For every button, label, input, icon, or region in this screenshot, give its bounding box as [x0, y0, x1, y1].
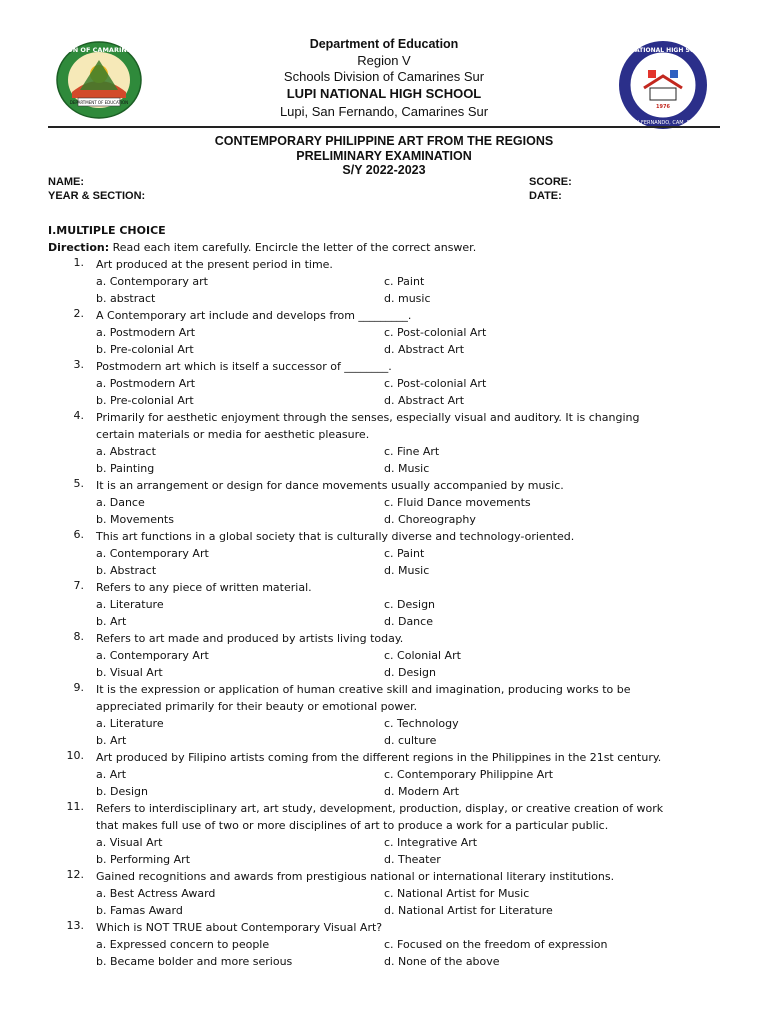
choice-a[interactable]: a. Postmodern Art — [96, 377, 196, 390]
directions — [48, 239, 728, 256]
question-number: 12. — [66, 868, 84, 881]
question-stem — [96, 477, 728, 494]
question-number: 3. — [73, 358, 84, 371]
choice-d[interactable]: d. Modern Art — [384, 785, 460, 798]
choice-b[interactable]: b. Abstract — [96, 564, 157, 577]
name-label: NAME: — [48, 176, 85, 188]
school-seal-logo — [612, 40, 714, 130]
question-text-line: Art produced at the present period in time. — [96, 258, 333, 271]
choice-row — [48, 324, 728, 341]
question-text-line: Gained recognitions and awards from prestigious national or international literary institutions. — [96, 870, 615, 883]
school-name: LUPI NATIONAL HIGH SCHOOL — [286, 86, 482, 101]
choice-a[interactable]: a. Contemporary Art — [96, 547, 209, 560]
right-logo-bottom-text: SAN FERNANDO, CAM. SUR — [628, 120, 698, 126]
question-stem — [96, 256, 728, 273]
choice-d[interactable]: d. Choreography — [384, 513, 476, 526]
left-logo-ribbon-text: DEPARTMENT OF EDUCATION — [69, 100, 129, 105]
choice-c[interactable]: c. Contemporary Philippine Art — [384, 768, 554, 781]
question-text-line: It is an arrangement or design for dance movements usually accompanied by music. — [96, 479, 564, 492]
choice-b[interactable]: b. Pre-colonial Art — [96, 394, 194, 407]
choice-a[interactable]: a. Postmodern Art — [96, 326, 196, 339]
choice-row — [48, 783, 728, 800]
school-heading — [220, 36, 548, 121]
question-list — [48, 256, 728, 970]
question-item — [48, 256, 728, 307]
question-stem — [96, 868, 728, 885]
choice-a[interactable]: a. Art — [96, 768, 127, 781]
question-number: 1. — [73, 256, 84, 269]
choice-row — [48, 562, 728, 579]
exam-type: PRELIMINARY EXAMINATION — [296, 148, 472, 163]
question-number: 10. — [66, 749, 84, 762]
question-item — [48, 868, 728, 919]
choice-b[interactable]: b. Art — [96, 734, 127, 747]
question-item — [48, 409, 728, 477]
choice-c[interactable]: c. Post-colonial Art — [384, 326, 487, 339]
choice-c[interactable]: c. Technology — [384, 717, 459, 730]
choice-c[interactable]: c. Integrative Art — [384, 836, 478, 849]
choice-b[interactable]: b. Visual Art — [96, 666, 163, 679]
question-stem — [96, 409, 728, 443]
choice-row — [48, 953, 728, 970]
choice-d[interactable]: d. Music — [384, 462, 430, 475]
choice-d[interactable]: d. music — [384, 292, 431, 305]
choice-row — [48, 834, 728, 851]
date-label: DATE: — [529, 190, 562, 202]
choice-b[interactable]: b. Became bolder and more serious — [96, 955, 293, 968]
question-text-line: This art functions in a global society that is culturally diverse and technology-oriented. — [96, 530, 575, 543]
exam-body — [48, 222, 728, 970]
question-text-line: appreciated primarily for their beauty or emotional power. — [96, 700, 418, 713]
choice-c[interactable]: c. Design — [384, 598, 436, 611]
year-section-label: YEAR & SECTION: — [48, 190, 146, 202]
choice-c[interactable]: c. Post-colonial Art — [384, 377, 487, 390]
choice-c[interactable]: c. Paint — [384, 275, 425, 288]
choice-row — [48, 902, 728, 919]
right-logo-year: 1976 — [656, 104, 670, 110]
choice-c[interactable]: c. National Artist for Music — [384, 887, 530, 900]
question-item — [48, 307, 728, 358]
school-address: Lupi, San Fernando, Camarines Sur — [279, 104, 489, 119]
choice-a[interactable]: a. Contemporary Art — [96, 649, 209, 662]
choice-row — [48, 766, 728, 783]
department-name: Department of Education — [309, 37, 459, 51]
choice-row — [48, 732, 728, 749]
choice-b[interactable]: b. Art — [96, 615, 127, 628]
question-item — [48, 749, 728, 800]
document-header — [0, 0, 768, 130]
question-text-line: Refers to art made and produced by artists living today. — [96, 632, 404, 645]
region-name: Region V — [357, 53, 411, 68]
choice-c[interactable]: c. Colonial Art — [384, 649, 461, 662]
question-number: 13. — [66, 919, 84, 932]
question-stem — [96, 630, 728, 647]
choice-d[interactable]: d. culture — [384, 734, 437, 747]
choice-row — [48, 596, 728, 613]
choice-d[interactable]: d. Abstract Art — [384, 343, 465, 356]
choice-row — [48, 443, 728, 460]
choice-row — [48, 392, 728, 409]
student-info — [48, 176, 720, 204]
choice-row — [48, 290, 728, 307]
question-number: 9. — [73, 681, 84, 694]
choice-d[interactable]: d. Abstract Art — [384, 394, 465, 407]
choice-row — [48, 613, 728, 630]
choice-a[interactable]: a. Dance — [96, 496, 145, 509]
choice-a[interactable]: a. Visual Art — [96, 836, 163, 849]
section-heading: I.MULTIPLE CHOICE — [48, 224, 166, 237]
choice-d[interactable]: d. Theater — [384, 853, 441, 866]
direction-label: Direction: — [48, 241, 110, 254]
question-stem — [96, 681, 728, 715]
choice-c[interactable]: c. Focused on the freedom of expression — [384, 938, 608, 951]
question-number: 11. — [66, 800, 84, 813]
choice-b[interactable]: b. Pre-colonial Art — [96, 343, 194, 356]
choice-d[interactable]: d. Design — [384, 666, 436, 679]
header-divider — [48, 126, 720, 128]
question-stem — [96, 528, 728, 545]
question-text-line: It is the expression or application of human creative skill and imagination, producing works to be — [96, 683, 631, 696]
choice-b[interactable]: b. abstract — [96, 292, 156, 305]
question-text-line: Refers to any piece of written material. — [96, 581, 312, 594]
right-logo-ring-text: LUPI NATIONAL HIGH SCHOOL — [612, 47, 714, 54]
question-stem — [96, 919, 728, 936]
question-number: 6. — [73, 528, 84, 541]
question-item — [48, 630, 728, 681]
question-text-line: A Contemporary art include and develops from _________. — [96, 309, 412, 322]
direction-text: Read each item carefully. Encircle the letter of the correct answer. — [109, 241, 477, 254]
question-item — [48, 358, 728, 409]
question-text-line: Which is NOT TRUE about Contemporary Visual Art? — [96, 921, 383, 934]
choice-b[interactable]: b. Painting — [96, 462, 155, 475]
choice-row — [48, 273, 728, 290]
question-stem — [96, 358, 728, 375]
question-number: 4. — [73, 409, 84, 422]
question-number: 2. — [73, 307, 84, 320]
choice-row — [48, 511, 728, 528]
choice-d[interactable]: d. National Artist for Literature — [384, 904, 553, 917]
choice-c[interactable]: c. Fluid Dance movements — [384, 496, 531, 509]
choice-d[interactable]: d. Dance — [384, 615, 433, 628]
choice-b[interactable]: b. Movements — [96, 513, 174, 526]
exam-subject: CONTEMPORARY PHILIPPINE ART FROM THE REGIONS — [214, 134, 554, 148]
left-logo-ring-text: DIVISION OF CAMARINES SUR — [44, 46, 154, 54]
question-text-line: Refers to interdisciplinary art, art study, development, production, display, or creative creation of work — [96, 802, 664, 815]
division-seal-logo — [44, 40, 154, 120]
choice-d[interactable]: d. None of the above — [384, 955, 500, 968]
division-name: Schools Division of Camarines Sur — [283, 69, 485, 84]
question-text-line: Postmodern art which is itself a successor of ________. — [96, 360, 392, 373]
choice-row — [48, 885, 728, 902]
question-text-line: certain materials or media for aesthetic pleasure. — [96, 428, 370, 441]
score-label: SCORE: — [529, 176, 572, 188]
question-stem — [96, 800, 728, 834]
question-stem — [96, 749, 728, 766]
choice-row — [48, 341, 728, 358]
exam-title — [48, 134, 720, 178]
question-number: 5. — [73, 477, 84, 490]
choice-b[interactable]: b. Design — [96, 785, 148, 798]
choice-row — [48, 851, 728, 868]
question-number: 8. — [73, 630, 84, 643]
choice-row — [48, 375, 728, 392]
choice-a[interactable]: a. Literature — [96, 717, 164, 730]
choice-row — [48, 545, 728, 562]
choice-b[interactable]: b. Famas Award — [96, 904, 183, 917]
question-item — [48, 681, 728, 749]
choice-a[interactable]: a. Abstract — [96, 445, 156, 458]
question-stem — [96, 307, 728, 324]
choice-row — [48, 715, 728, 732]
choice-row — [48, 664, 728, 681]
choice-row — [48, 460, 728, 477]
choice-a[interactable]: a. Best Actress Award — [96, 887, 216, 900]
question-text-line: Art produced by Filipino artists coming from the different regions in the Philippines in the 21st century. — [96, 751, 662, 764]
school-year: S/Y 2022-2023 — [342, 163, 426, 177]
question-text-line: that makes full use of two or more disciplines of art to produce a work for a particular public. — [96, 819, 609, 832]
choice-row — [48, 647, 728, 664]
choice-row — [48, 936, 728, 953]
choice-c[interactable]: c. Fine Art — [384, 445, 440, 458]
question-stem — [96, 579, 728, 596]
question-item — [48, 919, 728, 970]
question-item — [48, 528, 728, 579]
choice-a[interactable]: a. Contemporary art — [96, 275, 208, 288]
question-text-line: Primarily for aesthetic enjoyment through the senses, especially visual and auditory. It is changing — [96, 411, 640, 424]
question-item — [48, 579, 728, 630]
choice-b[interactable]: b. Performing Art — [96, 853, 191, 866]
choice-row — [48, 494, 728, 511]
question-item — [48, 800, 728, 868]
question-number: 7. — [73, 579, 84, 592]
choice-c[interactable]: c. Paint — [384, 547, 425, 560]
choice-a[interactable]: a. Expressed concern to people — [96, 938, 270, 951]
choice-d[interactable]: d. Music — [384, 564, 430, 577]
choice-a[interactable]: a. Literature — [96, 598, 164, 611]
question-item — [48, 477, 728, 528]
